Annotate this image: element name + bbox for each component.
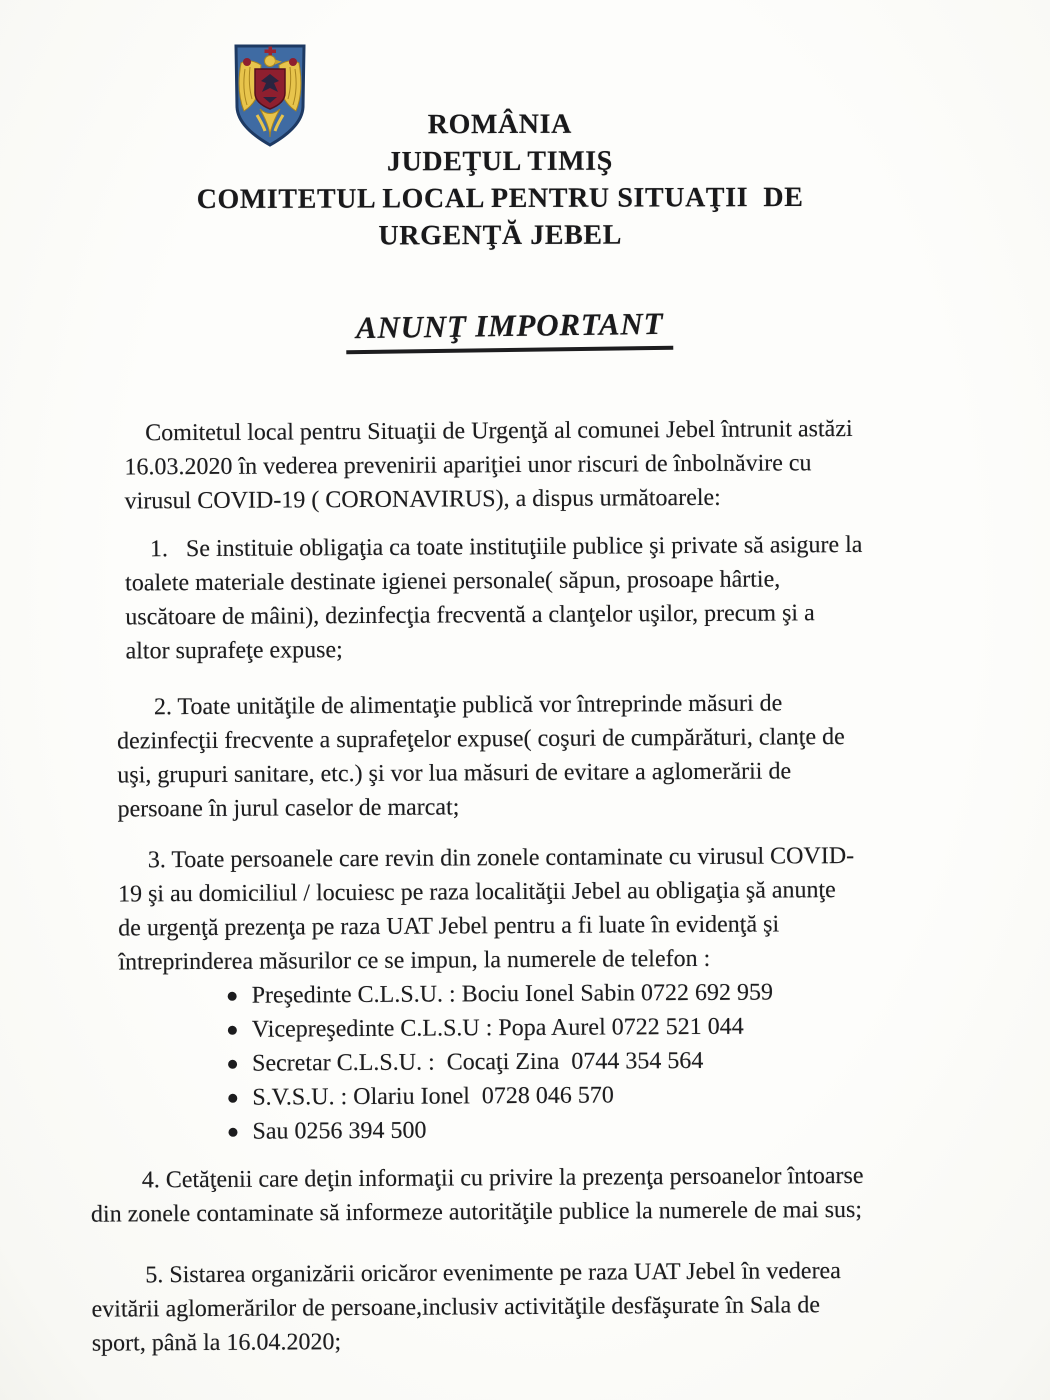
letterhead [0, 104, 1000, 255]
intro-paragraph [124, 411, 1048, 519]
text-line: 19 şi au domiciliul / locuiesc pe raza localităţii Jebel au obligaţia şă anunţe [117, 877, 836, 908]
list-item-2 [117, 685, 1050, 827]
text-line: altor suprafeţe expuse; [125, 637, 343, 665]
contact-text: Secretar C.L.S.U. : Cocaţi Zina 0744 354 564 [252, 1047, 704, 1077]
letterhead-committee-line2: URGENŢĂ JEBEL [378, 219, 623, 252]
text-line: 16.03.2020 în vederea prevenirii apariţiei unor riscuri de înbolnăvire cu [124, 450, 812, 481]
letterhead-county: JUDEŢUL TIMIŞ [386, 145, 613, 178]
contact-item [228, 1110, 1050, 1149]
text-line: 1. Se instituie obligaţia ca toate instituţiile publice şi private să asigure la [149, 531, 863, 563]
list-item-5 [91, 1253, 1050, 1361]
text-line: evitării aglomerărilor de persoane,inclusiv activităţile desfăşurate în Sala de [91, 1292, 821, 1323]
text-line: uşi, grupuri sanitare, etc.) şi vor lua măsuri de evitare a aglomerării de [117, 758, 792, 789]
list-item-4 [91, 1158, 1050, 1232]
letterhead-country: ROMÂNIA [427, 108, 572, 141]
contact-list [228, 974, 1050, 1149]
text-line: 2. Toate unităţile de alimentaţie publică vor întreprinde măsuri de [153, 690, 783, 721]
text-line: din zonele contaminate să informeze autorităţile publice la numerele de mai sus; [90, 1196, 863, 1228]
text-line: 3. Toate persoanele care revin din zonele contaminate cu virusul COVID- [147, 842, 855, 874]
contact-item [228, 1042, 1050, 1081]
bullet-dot-icon [228, 1026, 237, 1035]
letterhead-committee-line1: COMITETUL LOCAL PENTRU SITUAŢII DE [196, 181, 804, 216]
contact-item [228, 1076, 1050, 1115]
document-title-wrap [0, 305, 1020, 352]
text-line: toalete materiale destinate igienei personale( săpun, prosoape hârtie, [125, 566, 781, 597]
contact-text: Preşedinte C.L.S.U. : Bociu Ionel Sabin 0722 692 959 [251, 979, 774, 1009]
bullet-dot-icon [228, 1094, 237, 1103]
contact-text: S.V.S.U. : Olariu Ionel 0728 046 570 [252, 1082, 614, 1111]
contact-text: Vicepreşedinte C.L.S.U : Popa Aurel 0722 521 044 [251, 1013, 744, 1043]
contact-item [228, 974, 1050, 1013]
bullet-dot-icon [228, 992, 237, 1001]
document-title: ANUNŢ IMPORTANT [346, 306, 674, 355]
text-line: sport, până la 16.04.2020; [91, 1329, 342, 1357]
text-line: 5. Sistarea organizării oricăror evenimente pe raza UAT Jebel în vederea [145, 1258, 841, 1289]
text-line: 4. Cetăţenii care deţin informaţii cu privire la prezenţa persoanelor întoarse [141, 1162, 864, 1194]
text-line: întreprinderea măsurilor ce se impun, la numerele de telefon : [118, 945, 711, 976]
text-line: de urgenţă prezenţa pe raza UAT Jebel pentru a fi luate în evidenţă şi [118, 911, 780, 942]
contact-item [228, 1008, 1050, 1047]
list-item-3 [118, 838, 1050, 980]
bullet-dot-icon [228, 1060, 237, 1069]
text-line: uscătoare de mâini), dezinfecţia frecventă a clanţelor uşilor, precum şi a [125, 600, 815, 631]
contact-text: Sau 0256 394 500 [252, 1117, 427, 1145]
bullet-dot-icon [228, 1128, 237, 1137]
text-line: virusul COVID-19 ( CORONAVIRUS), a dispus următoarele: [124, 484, 721, 515]
document-body [0, 411, 1050, 1361]
text-line: persoane în jurul caselor de marcat; [117, 794, 460, 823]
text-line: Comitetul local pentru Situaţii de Urgenţă al comunei Jebel întrunit astăzi [145, 415, 853, 447]
list-item-1 [125, 527, 1049, 669]
text-line: dezinfecţii frecvente a suprafeţelor expuse( coşuri de cumpărături, clanţe de [117, 724, 845, 755]
